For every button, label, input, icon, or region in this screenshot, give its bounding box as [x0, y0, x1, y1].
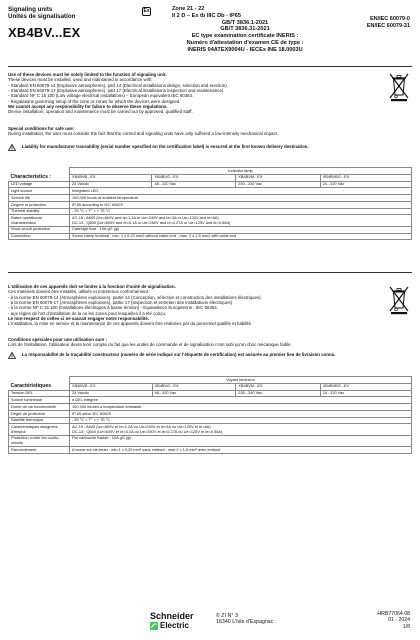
table-cell-span	[70, 195, 412, 202]
standards-block	[367, 16, 410, 29]
en-special-text: During installation, the user must consider the fact that the control and signaling units have only suffered a low-intensity mechanical impact.	[8, 131, 279, 137]
intro-line: - à la norme EN 60079-14 (Atmosphères explosives), partie 14 (Conception, sélection et construction des installations électriques).	[8, 294, 262, 300]
table-cell-span	[70, 208, 412, 215]
intro-line: Device installation, operation and maintenance must be carried out by approved, qualified staff.	[8, 109, 193, 115]
table-model-header: XB4BVM...EX	[236, 174, 320, 181]
intro-line: Ces matériels doivent être installés, utilisés et entretenus conformément :	[8, 289, 151, 295]
table-row	[9, 417, 412, 424]
schneider-logo-icon	[150, 622, 158, 630]
table-cell: 24 Va/cdc	[70, 390, 153, 397]
table-cell: 24...120 Vac	[320, 181, 411, 188]
table-row-label: Durée de vie fonctionnelle	[9, 404, 70, 411]
table-cell: 24...120 Vac	[320, 390, 411, 397]
table-cell-line: à DEL intégrée	[72, 396, 98, 402]
table-row-label: Connection	[9, 233, 70, 240]
table-row-label: Service life	[9, 195, 70, 202]
table-model-header: XB4BVBG...EX	[320, 174, 411, 181]
table-row	[9, 215, 412, 226]
warning-icon-fr	[8, 352, 16, 359]
table-cell-line: 100 000 heures à température ambiante	[72, 403, 142, 409]
table-cell-line: A borne sur vis-étrier : min.1 x 0,22 mm² sans embout - max.2 x 1,5 mm² avec embout	[72, 446, 221, 452]
table-cell: 48...120 Vac	[152, 390, 236, 397]
table-caption: Characteristics :	[10, 174, 52, 181]
table-cell-span	[70, 410, 412, 417]
intro-line: L'installation, la mise en service et la maintenance de ces appareils doivent être réalisées par du personnel qualifié et habilité.	[8, 321, 253, 327]
table-row	[9, 181, 412, 188]
cert-label-fr: Numéro d'attestation d'examen CE de type :	[186, 39, 304, 46]
table-cell-line: IP 65 selon IEC 60529	[72, 410, 111, 416]
table-cell-line: - 20 °C < T° < + 75 °C	[72, 417, 111, 423]
fr-special-conditions	[8, 337, 412, 348]
table-cell-span	[70, 435, 412, 446]
ex-marking: II 2 D – Ex tb IIIC Db - IP65	[172, 12, 242, 19]
footer-doc-info	[377, 611, 410, 630]
footer-city: 16340 L'Isle d'Espagnac	[216, 619, 274, 626]
fr-intro-text	[8, 284, 348, 327]
footer-address	[216, 613, 273, 626]
table-row	[9, 390, 412, 397]
intro-line: These devices must be installed, used and maintained in accordance with:	[8, 77, 153, 83]
cert-label-en: EC type examination certificate INERIS :	[191, 33, 299, 40]
table-cell-line: AC-15 ; A600 (Ue=600V et Ie=1,2A ou Ue=240V et Ie=3A ou Ue=120V et Ie=6A)	[72, 424, 211, 430]
ex-marking-icon: Ex	[143, 8, 150, 14]
table-model-header: XB4BVB...EX	[70, 174, 152, 181]
table-cell-line: DC-13 ; Q600 (Ue=600V and Ie=0,1A or Ue=250V and Ie=0,27A or Ue=125V and Ie=0,55A)	[72, 219, 231, 225]
table-cell-span	[70, 233, 412, 240]
en-warning	[8, 144, 388, 151]
table-model-header: XB4BVG...EX	[152, 174, 236, 181]
table-row	[9, 188, 412, 195]
certification-block	[150, 6, 340, 54]
fr-characteristics-table	[8, 376, 412, 454]
table-row-label: Source lumineuse	[9, 397, 70, 404]
table-row	[9, 226, 412, 233]
table-cell-span	[70, 404, 412, 411]
table-cell-span	[70, 215, 412, 226]
warning-icon	[8, 144, 16, 151]
table-cell-line: Screw clamp terminal : min. 1 x 0.22 mm2 without cable-end - max. 2 x 1.5 mm2 with cable end	[72, 233, 237, 239]
intro-line: - à la norme EN 60079-17 (Atmosphères explosives), partie 17 (Inspection et entretien des installations électriques)	[8, 300, 233, 306]
table-row-label: Short-circuit protection	[9, 226, 70, 233]
intro-line: L'utilisation de ces appareils doit se limiter à la fonction d'unité de signalisation.	[8, 284, 176, 289]
table-row	[9, 233, 412, 240]
doc-number: HRB77064 08	[377, 611, 410, 617]
table-cell-span	[70, 226, 412, 233]
table-row	[9, 424, 412, 435]
table-row-label: LED voltage	[9, 181, 70, 188]
table-row	[9, 208, 412, 215]
table-group-header: Voyant lumineux	[70, 377, 412, 384]
en-intro-text	[8, 72, 338, 115]
title-fr: Unités de signalisation	[8, 13, 76, 21]
footer-ce: © ZI N° 3	[216, 613, 238, 619]
table-cell-line: Par cartouche fusible : 10A gG (gl)	[72, 435, 132, 441]
table-row	[9, 404, 412, 411]
page-number: 1/8	[402, 623, 410, 630]
fr-special-title: Conditions spéciales pour une utilisation sure :	[8, 337, 108, 342]
table-cell-span	[70, 201, 412, 208]
table-row-label: Degree of protection	[9, 201, 70, 208]
en-special-conditions	[8, 126, 412, 137]
table-model-header: XB4BVB...EX	[70, 383, 153, 390]
table-row	[9, 195, 412, 202]
intro-line: We cannot accept any responsibility for failure to observe these regulations.	[8, 104, 168, 110]
table-row-label: Raccordement	[9, 447, 70, 454]
table-cell: 48...120 Vac	[152, 181, 236, 188]
fr-special-text: Lors de l'installation, l'utilisateur devra tenir compte du fait que les unités de commande et de signalisation n'ont subi qu'un choc mécanique faible.	[8, 342, 292, 348]
table-row	[9, 447, 412, 454]
table-row-label: Stabilité thermique	[9, 417, 70, 424]
table-model-header: XB4BVM...EX	[236, 383, 320, 390]
zone-label: Zone 21 - 22	[172, 6, 205, 12]
intro-line: - Standard EN 60079-14 (Explosive atmospheres), part 14 (Electrical installations design, selection and erection).	[8, 82, 228, 88]
table-cell-line: Cartridge fuse : 10A gG (gl)	[72, 226, 120, 232]
brand-name-2: Electric	[160, 621, 189, 630]
standard-60079-0: EN/IEC 60079-0	[369, 16, 410, 22]
table-row-label: Caractéristiques assignées d'emploi	[9, 424, 70, 435]
table-model-header: XB4BVG...EX	[152, 383, 236, 390]
en-warning-text: Liability for manufacturer traceability (serial number specified on the certification label) is ensured at the first known delivery destination.	[22, 144, 309, 149]
gbt-standard-2: GB/T 3836.31-2021	[220, 26, 270, 33]
header-divider	[8, 66, 412, 67]
intro-line: - Standard EN 60079-17 (Explosive atmospheres), part 17 (Electrical installations inspection and maintenance).	[8, 88, 225, 94]
table-cell-line: Integrated LED	[72, 187, 99, 193]
table-row-label: Degré de protection	[9, 410, 70, 417]
title-en: Signaling units	[8, 6, 53, 13]
intro-line: - Standard NF C 15 100 (Low voltage electrical installations) – European equivalent IEC 60364.	[8, 93, 194, 99]
table-cell-span	[70, 424, 412, 435]
table-row	[9, 410, 412, 417]
table-row	[9, 201, 412, 208]
table-cell: 24 Va/cdc	[70, 181, 152, 188]
table-caption: Caractéristiques	[10, 383, 52, 390]
table-row-label: Rated operational characteristics	[9, 215, 70, 226]
section-divider	[8, 272, 412, 273]
brand-name: Schneider	[150, 611, 194, 621]
table-cell: 230...240 Vac	[236, 181, 320, 188]
table-cell: 230...240 Vac	[236, 390, 320, 397]
gbt-standard-1: GB/T 3836.1-2021	[221, 19, 269, 26]
table-row-label: Light source	[9, 188, 70, 195]
en-special-title: Special conditions for safe use:	[8, 126, 75, 131]
standard-60079-31: EN/IEC 60079-31	[366, 22, 410, 29]
table-row-label: Tension DEL	[9, 390, 70, 397]
table-row	[9, 397, 412, 404]
table-model-header: XB4BVBG...EX	[320, 383, 411, 390]
table-group-header: Indicator lamp	[70, 168, 412, 175]
table-row	[9, 435, 412, 446]
table-cell-span	[70, 447, 412, 454]
table-cell-line: IP 65 according to IEC 60529	[72, 201, 123, 207]
weee-bin-icon-fr	[388, 285, 410, 315]
fr-warning-text: La responsabilité de la traçabilité constructeur (numéro de série indiqué sur l'étiquette de certification) est assurée au premier lieu de livraison connu.	[22, 352, 336, 357]
weee-bin-icon	[388, 72, 410, 102]
table-row-label: Thermal stability	[9, 208, 70, 215]
table-cell-span	[70, 417, 412, 424]
table-cell-line: AC-15 ; A600 (Ue=600V and Ie=1,2A or Ue=240V and Ie=3A or Ue=120V and Ie=6A)	[72, 215, 219, 221]
intro-line: - aux règles de l'art d'installation de la ou les zones pour lesquelles il a été conçu.	[8, 310, 167, 316]
cert-number: INERIS 04ATEX9004U - IECEx INE 18.0003U	[187, 46, 303, 53]
doc-date: 01 - 2024	[388, 617, 410, 624]
intro-line: - à la norme NF C 15 100 (Installations électriques à basse tension) - Equivalence Européenne : IEC 60364.	[8, 305, 218, 311]
schneider-electric-logo	[150, 612, 212, 630]
header-titles	[8, 6, 75, 21]
en-characteristics-table	[8, 167, 412, 240]
table-row-label: Protection contre les courts-circuits	[9, 435, 70, 446]
table-cell-span	[70, 397, 412, 404]
intro-line: - Regulations governing setup of the zone or zones for which the devices were designed.	[8, 98, 181, 104]
fr-warning	[8, 352, 388, 359]
table-cell-line: 100,000 hours at ambient temperature	[72, 194, 139, 200]
table-cell-line: DC-13 ; Q600 (Ue=600V et Ie=0,1A ou Ue=250V et Ie=0,27A ou Ue=125V et Ie=0,55A)	[72, 428, 223, 434]
intro-line: Use of these devices must be solely limited to the function of signaling unit.	[8, 72, 167, 77]
product-reference: XB4BV...EX	[8, 25, 81, 40]
intro-line: Le non-respect de celles-ci ne saurait engager notre responsabilité.	[8, 316, 150, 322]
table-cell-span	[70, 188, 412, 195]
table-cell-line: - 20 °C < T° < + 75 °C	[72, 208, 111, 214]
